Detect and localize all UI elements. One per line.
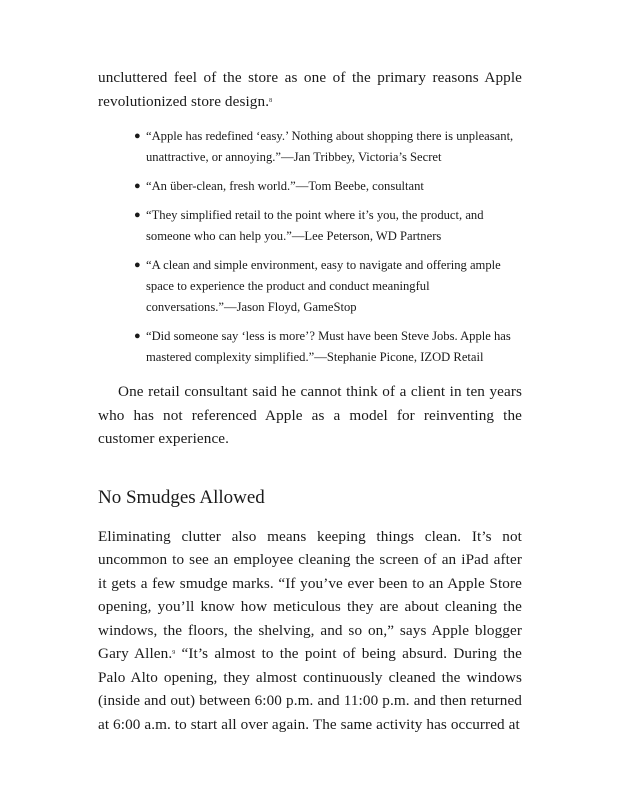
bullet-icon: ● — [134, 330, 141, 342]
bullet-icon: ● — [134, 180, 141, 192]
intro-paragraph — [98, 66, 522, 113]
quote-text: “An über-clean, fresh world.”—Tom Beebe, consultant — [146, 179, 424, 193]
list-item — [98, 176, 522, 197]
section-heading: No Smudges Allowed — [98, 486, 265, 508]
list-item — [98, 255, 522, 318]
footnote-marker: 9 — [172, 650, 176, 656]
list-item — [98, 326, 522, 368]
section-body-text: Eliminating clutter also means keeping things clean. It’s not uncommon to see an employee cleaning the screen of an iPad after it gets a few smudge marks. “If you’ve ever been to an Apple Store opening, you’ll know how meticulous they are about cleaning the windows, the floors, the shelving, and so on,” says Apple blogger Gary Allen. — [98, 527, 522, 662]
consultant-paragraph: One retail consultant said he cannot think of a client in ten years who has not referenced Apple as a model for reinventing the customer experience. — [98, 383, 522, 447]
quote-text: “They simplified retail to the point where it’s you, the product, and someone who can help you.”—Lee Peterson, WD Partners — [146, 208, 484, 243]
footnote-marker: 8 — [269, 97, 273, 104]
section-body-paragraph — [98, 525, 522, 737]
list-item — [98, 205, 522, 247]
quote-text: “A clean and simple environment, easy to navigate and offering ample space to experience the product and conduct meaningful conversations.”—Jason Floyd, GameStop — [146, 258, 501, 314]
section-body-text-continued: “It’s almost to the point of being absurd. During the Palo Alto opening, they almost continuously cleaned the windows (inside and out) between 6:00 p.m. and 11:00 p.m. and then returned at 6:00 a.m. to start all over again. The same activity has occurred at — [98, 645, 522, 733]
quote-list — [98, 126, 522, 368]
quote-text: “Did someone say ‘less is more’? Must have been Steve Jobs. Apple has mastered complexity simplified.”—Stephanie Picone, IZOD Retail — [146, 329, 511, 364]
bullet-icon: ● — [134, 259, 141, 271]
intro-text: uncluttered feel of the store as one of the primary reasons Apple revolutionized store design. — [98, 69, 522, 110]
quote-text: “Apple has redefined ‘easy.’ Nothing about shopping there is unpleasant, unattractive, or annoying.”—Jan Tribbey, Victoria’s Secret — [146, 129, 514, 164]
bullet-icon: ● — [134, 130, 141, 142]
list-item — [98, 126, 522, 168]
bullet-icon: ● — [134, 209, 141, 221]
book-page — [98, 66, 522, 736]
